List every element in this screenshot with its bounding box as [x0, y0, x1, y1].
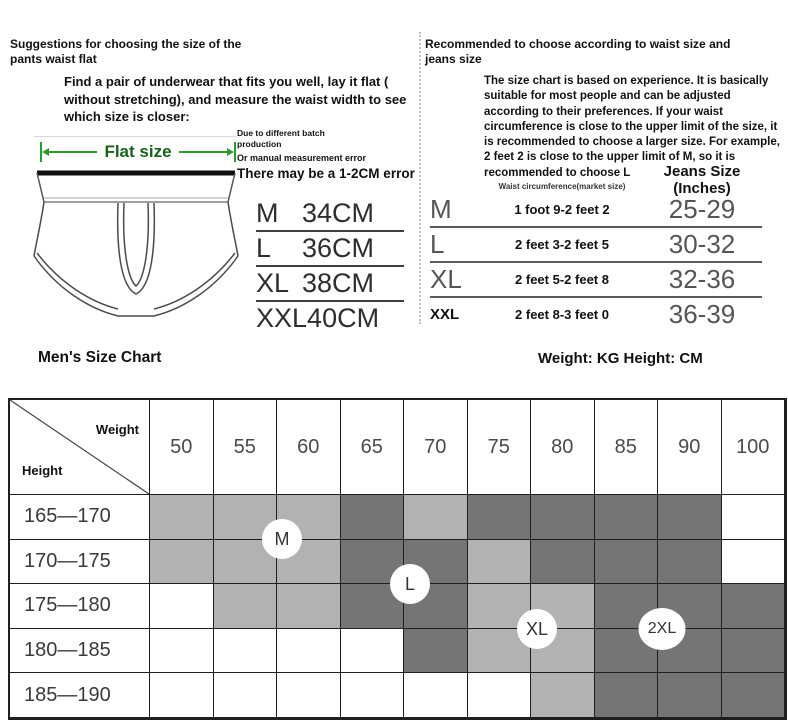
grid-cell [722, 495, 786, 540]
grid-cell [214, 673, 278, 718]
weight-header-cell: 90 [658, 400, 722, 495]
grid-cell [404, 495, 468, 540]
grid-cell [722, 629, 786, 674]
grid-cell [595, 495, 659, 540]
jeans-range: 30-32 [668, 229, 736, 259]
waist-table-row [430, 228, 762, 263]
waist-column-header: Waist circumference(market size) [498, 182, 626, 191]
waist-table-row [430, 263, 762, 298]
note-manual: Or manual measurement error [237, 153, 367, 163]
flat-size-value: 40CM [307, 303, 380, 333]
waist-table [430, 163, 762, 331]
flat-size-name: XL [256, 268, 290, 298]
grid-cell [277, 629, 341, 674]
size-badge-l: L [390, 564, 430, 604]
grid-cell [150, 584, 214, 629]
size-chart-title: Men's Size Chart [38, 349, 162, 366]
briefs-drawing [30, 166, 242, 328]
grid-cell [150, 673, 214, 718]
grid-cell [214, 584, 278, 629]
right-heading: Recommended to choose according to waist size and jeans size [425, 37, 731, 67]
weight-header-cell: 75 [468, 400, 532, 495]
arrow-end-bar-right [234, 142, 236, 162]
arrow-line-left [49, 151, 97, 153]
waist-size-label: XXL [430, 306, 460, 323]
grid-cell [404, 673, 468, 718]
size-chart-units: Weight: KG Height: CM [538, 350, 703, 367]
weight-header-cell: 65 [341, 400, 405, 495]
jeans-column-header: Jeans Size (Inches) [663, 163, 741, 197]
flat-size-row [256, 232, 404, 267]
weight-header-cell: 80 [531, 400, 595, 495]
grid-cell [277, 584, 341, 629]
waist-range: 2 feet 8-3 feet 0 [515, 307, 609, 322]
flat-size-row [256, 197, 404, 232]
waist-table-row [430, 193, 762, 228]
weight-header-cell: 70 [404, 400, 468, 495]
grid-cell [468, 495, 532, 540]
weight-header-cell: 85 [595, 400, 659, 495]
grid-cell [658, 495, 722, 540]
weight-header-cell: 100 [722, 400, 786, 495]
size-grid [8, 398, 787, 720]
waist-table-body [430, 193, 762, 331]
corner-weight-label: Weight [95, 422, 139, 437]
arrow-head-left-icon [42, 148, 49, 156]
waist-table-row [430, 298, 762, 331]
size-badge-m: M [262, 519, 302, 559]
flat-size-label: Flat size [104, 142, 172, 161]
grid-cell [531, 673, 595, 718]
grid-cell [658, 540, 722, 585]
waist-range: 1 foot 9-2 feet 2 [514, 202, 610, 217]
arrow-head-right-icon [227, 148, 234, 156]
note-batch: Due to different batch production [237, 128, 325, 150]
flat-size-list [256, 197, 404, 335]
size-badge-xl: XL [517, 609, 557, 649]
grid-cell [722, 673, 786, 718]
height-row-label: 165—170 [10, 495, 150, 540]
left-heading: Suggestions for choosing the size of the pants waist flat [10, 37, 242, 67]
jeans-range: 25-29 [668, 194, 736, 224]
grid-cell [341, 673, 405, 718]
grid-cell [277, 673, 341, 718]
vertical-dotted-divider [419, 32, 421, 324]
flat-size-value: 36CM [302, 233, 375, 263]
grid-cell [658, 673, 722, 718]
grid-cell [722, 540, 786, 585]
grid-cell [468, 673, 532, 718]
grid-cell [595, 673, 659, 718]
weight-header-cell: 60 [277, 400, 341, 495]
waist-size-label: L [430, 229, 445, 259]
grid-cell [341, 495, 405, 540]
left-instruction: Find a pair of underwear that fits you well, lay it flat ( without stretching), and measure the waist width to see which size is closer: [64, 74, 407, 125]
flat-size-name: M [256, 198, 279, 228]
jeans-range: 36-39 [668, 299, 736, 329]
size-badge-2xl: 2XL [639, 608, 686, 650]
grid-cell [722, 584, 786, 629]
jeans-range: 32-36 [668, 264, 736, 294]
grid-cell [531, 495, 595, 540]
grid-cell [595, 540, 659, 585]
grid-cell [468, 540, 532, 585]
flat-size-measure-arrow [40, 141, 236, 163]
grid-cell [214, 629, 278, 674]
right-description: The size chart is based on experience. It is basically suitable for most people and can be adjusted according to their preferences. If your waist circumference is close to the upper limit of the size, it is recommended to choose a larger size. For example, 2 feet 2 is close to the upper limit of M, so it is recommended to choose L [484, 75, 780, 179]
arrow-line-right [179, 151, 227, 153]
flat-size-row [256, 302, 404, 335]
corner-diagonal-line [10, 400, 149, 494]
height-row-label: 180—185 [10, 629, 150, 674]
flat-size-name: XXL [256, 303, 308, 333]
corner-height-label: Height [22, 463, 63, 478]
flat-size-value: 38CM [302, 268, 375, 298]
divider-hairline [34, 136, 236, 137]
grid-cell [150, 629, 214, 674]
flat-size-value: 34CM [302, 198, 375, 228]
flat-size-name: L [256, 233, 272, 263]
note-error: There may be a 1-2CM error [237, 166, 415, 181]
waist-size-label: M [430, 194, 452, 224]
height-row-label: 175—180 [10, 584, 150, 629]
grid-cell [531, 540, 595, 585]
flat-size-row [256, 267, 404, 302]
waist-range: 2 feet 5-2 feet 8 [515, 272, 609, 287]
waist-table-header [430, 163, 762, 197]
weight-header-cell: 55 [214, 400, 278, 495]
weight-header-cell: 50 [150, 400, 214, 495]
grid-cell [404, 629, 468, 674]
height-row-label: 170—175 [10, 540, 150, 585]
grid-cell [341, 629, 405, 674]
grid-cell [150, 540, 214, 585]
grid-cell [150, 495, 214, 540]
waist-range: 2 feet 3-2 feet 5 [515, 237, 609, 252]
corner-cell [10, 400, 150, 495]
waist-size-label: XL [430, 264, 462, 294]
height-row-label: 185—190 [10, 673, 150, 718]
